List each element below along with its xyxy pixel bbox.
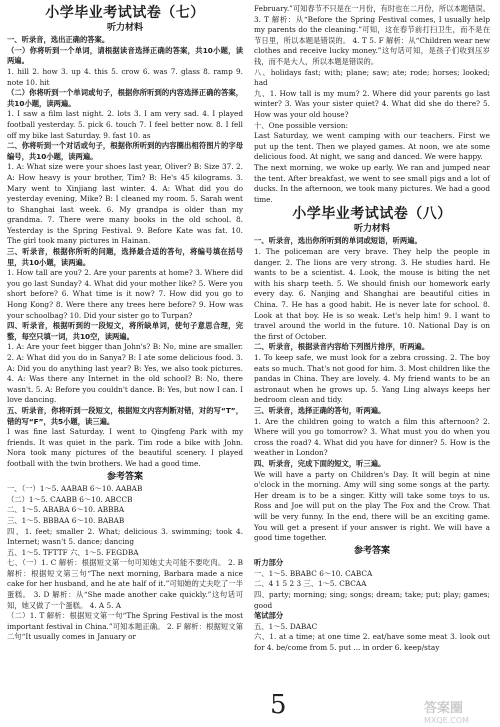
text-line: （二）1. T 解析：根据短文第一句“The Spring Festival is the most important festival in China.”可知本题正确。 2. F 解析：根据短文第二句“It usually comes in January or	[7, 611, 243, 642]
text-line: 六、1. at a time; at one time 2. eat/have some meat 3. look out for 4. be/come from 5. put ... in order 6. keep/stay	[254, 632, 490, 653]
listening-text-7	[7, 35, 243, 469]
text-line: 三、1～5. BBBAA 6～10. BABAB	[7, 515, 125, 525]
text-line: （二）你将听到一个单词或句子，根据你所听到的内容选择正确的答案，共10小题，读两遍。	[7, 88, 243, 108]
answers-continued-7	[254, 4, 490, 205]
text-line: 八、holidays fast; with; plane; saw; ate; rode; horses; looked; had	[254, 67, 490, 88]
text-line: 一、听录音，选出正确的答案。	[7, 35, 110, 45]
text-line: 四、party; morning; sing; songs; dream; take; put; play; games; good	[254, 590, 490, 610]
watermark-url: MXQE.COM	[424, 716, 470, 725]
text-line: 五、1～5. DABAC	[254, 621, 318, 631]
text-line: 一、1～5. BBABC 6～10. CABCA	[254, 568, 373, 578]
text-line: 1. hill 2. how 3. up 4. this 5. crow 6. was 7. glass 8. ramp 9. note 10. hit	[7, 66, 243, 87]
answers-text-8	[254, 558, 490, 653]
answers-text-7	[7, 484, 243, 643]
text-line: 1. To keep safe, we must look for a zebra crossing. 2. The boy eats so much. That's not good for him. 3. Most children like the pandas in China. They are lovely. 4. My friend wants to be an astronaut when he grows up. 5. Yang Ling always keeps her bedroom clean and tidy.	[254, 353, 490, 405]
right-column	[254, 4, 490, 654]
text-line: 一、（一）1～5. AABAB 6～10. AABAB	[7, 484, 143, 494]
exam-title-7: 小学毕业考试试卷（七）	[45, 5, 205, 21]
text-line: 四、1. feet; smaller 2. What; delicious 3. swimming; took 4. Internet; wasn't 5. dance; dancing	[7, 526, 243, 547]
text-line: 二、听录音，根据录音内容给下列图片排序，听两遍。	[254, 342, 430, 352]
text-line: Last Saturday, we went camping with our teachers. First we put up the tent. Then we played games. At noon, we ate some delicious food. At night, we sang and danced. We were happy.	[254, 131, 490, 162]
listening-heading-8: 听力材料	[353, 223, 390, 234]
text-line: 五、1～5. TFTTF 六、1～5. FEGDBA	[7, 547, 139, 557]
text-line: I was fine last Saturday. I went to Qingfeng Park with my friends. It was quiet in the park. Tim rode a bike with John. Nora took many pictures of the beautiful scenery. I played football with the twin brothers. We had a good time.	[7, 427, 243, 468]
watermark-text: 答案圈	[424, 701, 464, 716]
text-line: 1. A: Are your feet bigger than John's? B: No, mine are smaller. 2. A: What did you do in Sanya? B: I ate some delicious food. 3. A: Did you do anything last year? B: Yes, we also took pictures. 4. A: Was there any Internet in the old school? B: No, there wasn't. 5. A: Before you couldn't dance. B: Yes, but now I can. I love dancing.	[7, 342, 243, 405]
answers-heading-7: 参考答案	[106, 471, 143, 482]
text-line: The next morning, we woke up early. We ran and jumped near the tent. After breakfast, we went to see small pigs and a lot of ducks. In the afternoon, we took many pictures. We had a good time.	[254, 162, 490, 204]
text-line: We will have a party on Children's Day. It will begin at nine o'clock in the morning. Amy will sing some songs at the party. Her dream is to be a singer. Kitty will take some toys to us. Ross and Joe will put on the play The Fox and the Crow. That will be very funny. In the end, there will be an exciting game. You will get a present if your answer is right. We will have a good time together.	[254, 469, 490, 543]
text-line: 十、One possible version:	[254, 120, 349, 130]
listening-text-8	[254, 236, 490, 543]
page-number: 5	[270, 690, 287, 720]
text-line: 二、1～5. ABABA 6～10. ABBBA	[7, 505, 125, 515]
exam-title-8: 小学毕业考试试卷（八）	[292, 206, 452, 223]
text-line: 1. Are the children going to watch a film this afternoon? 2. Where will you go tomorrow? 3. What must you do when you cross the road? 4. What did you have for dinner? 5. How is the weather in London?	[254, 416, 490, 458]
text-line: 1. I saw a film last night. 2. lots 3. I am very sad. 4. I played football yesterday. 5. pick 6. touch 7. I feel better now. 8. I fell off my bike last Saturday. 9. fast 10. as	[7, 109, 243, 140]
text-line: 二、4 1 5 2 3 三、1～5. CBCAA	[254, 579, 367, 589]
text-line: 笔试部分	[254, 611, 284, 621]
text-line: 1. A: What size were your shoes last year, Oliver? B: Size 37. 2. A: How heavy is your brother, Tim? B: He's 45 kilograms. 3. Mary went to Xinjiang last winter. 4. A: What did you do yesterday evening, Mike? B: I cleaned my room. 5. Sarah went to Shanghai last week. 6. My grandpa is older than my grandma. 7. There were many books in the old school. 8. Yesterday is the Spring Festival. 9. Before Kate was fat. 10. The girl took many pictures in Hainan.	[7, 162, 243, 246]
watermark-logo	[424, 697, 494, 723]
text-line: 四、听录音，完成下面的短文，听三遍。	[254, 458, 386, 468]
text-line: 五、听录音，你将听到一段短文，根据短文内容判断对错，对的写“T”，错的写“F”，共5小题，读三遍。	[7, 405, 243, 426]
text-line: 一、听录音，选出你所听到的单词或短语，听两遍。	[254, 236, 422, 246]
text-line: February.”可知春节不只是在一月份，有时也在二月份，所以本题错误。 3. T 解析：从“Before the Spring Festival comes, I usually help my parents do the cleaning.”可知，这在春节前打扫卫生，而不是在节日里，所以本题是错误的。 4. T 5. F 解析：从“Children wear new clothes and receive lucky money.”这句话可知，是孩子们收到压岁钱，而不是大人，所以本题是错误的。	[254, 4, 490, 66]
text-line: 1. The policeman are very brave. They help the people in danger. 2. The lions are very strong. 3. He studies hard. He wants to be a scientist. 4. Look, the mouse is biting the net with his sharp teeth. 5. We should finish our homework early every day. 6. Nanjing and Shanghai are beautiful cities in China. 7. He has a good habit. He is never late for school. 8. Look at that boy. He is so weak. Let's help him! 9. I want to travel around the world in the future. 10. National Day is on the first of October.	[254, 247, 490, 341]
listening-heading-7: 听力材料	[106, 22, 143, 33]
text-line: （二）1～5. CAABB 6～10. ABCCB	[7, 494, 133, 504]
left-column	[7, 4, 243, 643]
text-line: 三、听录音，根据你所听的问题，选择最合适的答句，将编号填在括号里，共10小题，读两遍。	[7, 247, 243, 267]
text-line: 四、听录音，根据听到的一段短文，将所缺单词，使句子意思合理，完整，每空只填一词，共10空，读两遍。	[7, 321, 243, 341]
answers-heading-8: 参考答案	[353, 545, 390, 556]
text-line: 二、你将听到一个对话或句子，根据你所听到的内容圈出相符图片的字母编号，共10小题，读两遍。	[7, 141, 243, 161]
text-line: 1. How tall are you? 2. Are your parents at home? 3. Where did you go last Sunday? 4. What did your mother like? 5. Were you short before? 6. What time is it now? 7. How did you go to Hong Kong? 8. Were there any trees here before? 9. How was your schoolbag? 10. Did your sister go to Turpan?	[7, 268, 243, 320]
text-line: 听力部分	[254, 558, 284, 568]
text-line: 七、（一）1. C 解析：根据短文第一句可知她丈夫可能不要吃肉。 2. B 解析：根据短文第三句“The next morning, Barbara made a nice cake for her husband, and he ate half of it.”可知她的丈夫吃了一半蛋糕。 3. D 解析：从“She made another cake quickly.”这句话可知，她又做了一个蛋糕。 4. A 5. A	[7, 558, 243, 610]
text-line: （一）你将听到一个单词，请根据读音选择正确的答案，共10小题，读两遍。	[7, 45, 243, 66]
text-line: 三、听录音，选择正确的答句，听两遍。	[254, 405, 386, 415]
text-line: 九、1. How tall is my mum? 2. Where did your parents go last winter? 3. Was your sister quiet? 4. What did she do there? 5. How was your old house?	[254, 88, 490, 119]
